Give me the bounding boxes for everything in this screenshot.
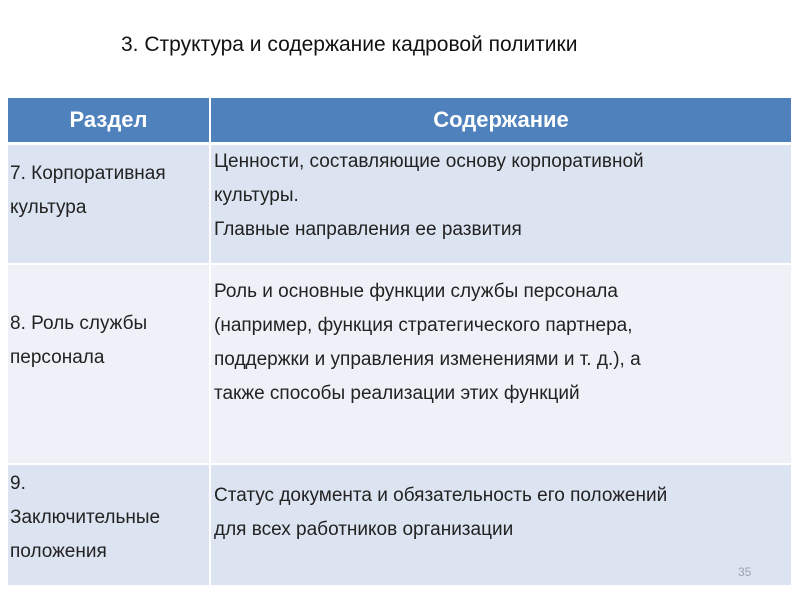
section-text-line: персонала <box>10 347 105 368</box>
page-number: 35 <box>738 565 752 579</box>
content-text-line: для всех работников организации <box>214 519 514 540</box>
content-text-line: Ценности, составляющие основу корпоративной <box>214 151 644 172</box>
content-cell <box>211 265 791 465</box>
table-row <box>8 265 791 465</box>
section-cell <box>8 265 211 465</box>
policy-structure-table <box>8 98 791 585</box>
content-cell <box>211 465 791 585</box>
content-cell <box>211 145 791 265</box>
table-row <box>8 465 791 585</box>
section-cell <box>8 145 211 265</box>
slide-title: 3. Структура и содержание кадровой политики <box>121 33 578 56</box>
content-text-line: (например, функция стратегического партнера, <box>214 315 633 336</box>
section-cell <box>8 465 211 585</box>
section-text-line: Заключительные <box>10 507 161 528</box>
header-content: Содержание <box>211 98 791 145</box>
header-section: Раздел <box>8 98 211 145</box>
section-text-line: 7. Корпоративная <box>10 163 166 184</box>
content-text-line: поддержки и управления изменениями и т. д.), а <box>214 349 641 370</box>
table-row <box>8 145 791 265</box>
content-text-line: Главные направления ее развития <box>214 219 522 240</box>
section-text-line: 8. Роль службы <box>10 313 148 334</box>
content-text-line: культуры. <box>214 185 299 206</box>
content-text-line: Статус документа и обязательность его положений <box>214 485 668 506</box>
section-text-line: 9. <box>10 473 26 494</box>
content-text-line: Роль и основные функции службы персонала <box>214 281 618 302</box>
section-text-line: культура <box>10 197 87 218</box>
content-text-line: также способы реализации этих функций <box>214 383 580 404</box>
section-text-line: положения <box>10 541 107 562</box>
table-header-row <box>8 98 791 145</box>
